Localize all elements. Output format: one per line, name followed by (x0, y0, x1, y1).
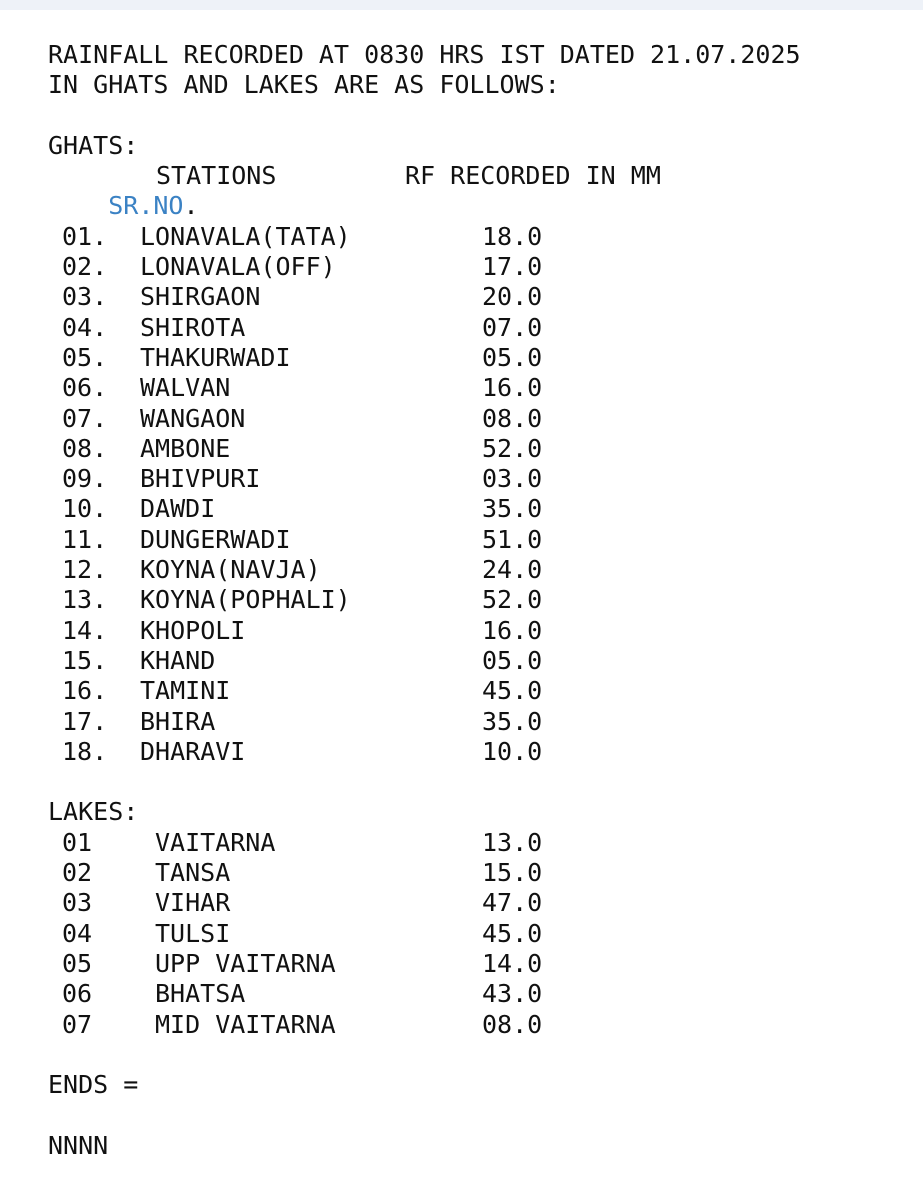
station-name: WALVAN (140, 373, 231, 403)
nnnn-marker: NNNN (48, 1130, 109, 1160)
rainfall-value: 13.0 (482, 827, 543, 857)
lakes-heading: LAKES: (48, 797, 139, 827)
rainfall-value: 35.0 (482, 494, 543, 524)
row-number: 17. (62, 706, 108, 736)
rainfall-bulletin (48, 40, 908, 1161)
rainfall-value: 15.0 (482, 858, 543, 888)
table-row (48, 1010, 908, 1040)
header-line-2: IN GHATS AND LAKES ARE AS FOLLOWS: (48, 70, 560, 100)
rainfall-value: 20.0 (482, 282, 543, 312)
station-name: LONAVALA(OFF) (140, 252, 336, 282)
lakes-table (48, 828, 908, 1040)
rainfall-value: 45.0 (482, 918, 543, 948)
row-number: 06 (62, 979, 93, 1009)
row-number: 05. (62, 342, 108, 372)
rainfall-value: 43.0 (482, 979, 543, 1009)
row-number: 11. (62, 524, 108, 554)
row-number: 07. (62, 403, 108, 433)
row-number: 03. (62, 282, 108, 312)
table-row (48, 222, 908, 252)
rainfall-value: 35.0 (482, 706, 543, 736)
row-number: 16. (62, 676, 108, 706)
row-number: 12. (62, 555, 108, 585)
rainfall-value: 05.0 (482, 342, 543, 372)
station-name: DHARAVI (140, 736, 246, 766)
row-number: 05 (62, 948, 93, 978)
table-row (48, 949, 908, 979)
blank-line (48, 1100, 908, 1130)
ghats-table (48, 222, 908, 767)
row-number: 03 (62, 888, 93, 918)
station-name: KHAND (140, 645, 216, 675)
station-name: BHIVPURI (140, 464, 261, 494)
row-number: 02 (62, 858, 93, 888)
table-row (48, 555, 908, 585)
table-row (48, 464, 908, 494)
table-row (48, 282, 908, 312)
table-row (48, 979, 908, 1009)
blank-line (48, 101, 908, 131)
rainfall-value: 03.0 (482, 464, 543, 494)
row-number: 02. (62, 252, 108, 282)
rainfall-value: 05.0 (482, 645, 543, 675)
table-row (48, 252, 908, 282)
ends-marker: ENDS = (48, 1070, 139, 1100)
station-name: TAMINI (140, 676, 231, 706)
station-name: VAITARNA (155, 827, 276, 857)
blank-line (48, 1040, 908, 1070)
table-row (48, 707, 908, 737)
rainfall-value: 17.0 (482, 252, 543, 282)
header-line-1: RAINFALL RECORDED AT 0830 HRS IST DATED 21.07.2025 (48, 40, 801, 69)
rainfall-value: 24.0 (482, 555, 543, 585)
table-row (48, 919, 908, 949)
station-name: WANGAON (140, 403, 246, 433)
station-name: DAWDI (140, 494, 216, 524)
station-name: MID VAITARNA (155, 1009, 336, 1039)
row-number: 10. (62, 494, 108, 524)
station-name: TANSA (155, 858, 231, 888)
ghats-column-header (48, 161, 908, 221)
row-number: 09. (62, 464, 108, 494)
station-name: KOYNA(POPHALI) (140, 585, 351, 615)
rf-column-header: RF RECORDED IN MM (405, 161, 661, 191)
rainfall-value: 45.0 (482, 676, 543, 706)
table-row (48, 494, 908, 524)
row-number: 14. (62, 615, 108, 645)
table-row (48, 585, 908, 615)
rainfall-value: 07.0 (482, 312, 543, 342)
table-row (48, 858, 908, 888)
rainfall-value: 18.0 (482, 221, 543, 251)
rainfall-value: 52.0 (482, 585, 543, 615)
row-number: 04 (62, 918, 93, 948)
table-row (48, 343, 908, 373)
row-number: 18. (62, 736, 108, 766)
station-name: SHIRGAON (140, 282, 261, 312)
table-row (48, 434, 908, 464)
station-name: DUNGERWADI (140, 524, 291, 554)
table-row (48, 525, 908, 555)
rainfall-value: 16.0 (482, 615, 543, 645)
table-row (48, 828, 908, 858)
row-number: 04. (62, 312, 108, 342)
station-name: TULSI (155, 918, 231, 948)
rainfall-value: 14.0 (482, 948, 543, 978)
rainfall-value: 10.0 (482, 736, 543, 766)
station-name: BHATSA (155, 979, 246, 1009)
stations-column-header: STATIONS (156, 161, 277, 191)
ghats-heading: GHATS: (48, 130, 139, 160)
row-number: 08. (62, 433, 108, 463)
top-border-strip (0, 0, 923, 10)
row-number: 06. (62, 373, 108, 403)
station-name: KHOPOLI (140, 615, 246, 645)
station-name: LONAVALA(TATA) (140, 221, 351, 251)
blank-line (48, 767, 908, 797)
rainfall-value: 08.0 (482, 1009, 543, 1039)
srno-dot: . (183, 191, 199, 221)
table-row (48, 676, 908, 706)
station-name: THAKURWADI (140, 342, 291, 372)
rainfall-value: 47.0 (482, 888, 543, 918)
station-name: SHIROTA (140, 312, 246, 342)
srno-link[interactable]: SR.NO (108, 191, 184, 221)
table-row (48, 616, 908, 646)
row-number: 01 (62, 827, 93, 857)
table-row (48, 313, 908, 343)
station-name: BHIRA (140, 706, 216, 736)
row-number: 07 (62, 1009, 93, 1039)
row-number: 01. (62, 221, 108, 251)
rainfall-value: 51.0 (482, 524, 543, 554)
row-number: 13. (62, 585, 108, 615)
table-row (48, 888, 908, 918)
rainfall-value: 52.0 (482, 433, 543, 463)
table-row (48, 373, 908, 403)
station-name: UPP VAITARNA (155, 948, 336, 978)
station-name: VIHAR (155, 888, 231, 918)
rainfall-value: 08.0 (482, 403, 543, 433)
table-row (48, 404, 908, 434)
station-name: KOYNA(NAVJA) (140, 555, 321, 585)
row-number: 15. (62, 645, 108, 675)
station-name: AMBONE (140, 433, 231, 463)
table-row (48, 646, 908, 676)
rainfall-value: 16.0 (482, 373, 543, 403)
table-row (48, 737, 908, 767)
